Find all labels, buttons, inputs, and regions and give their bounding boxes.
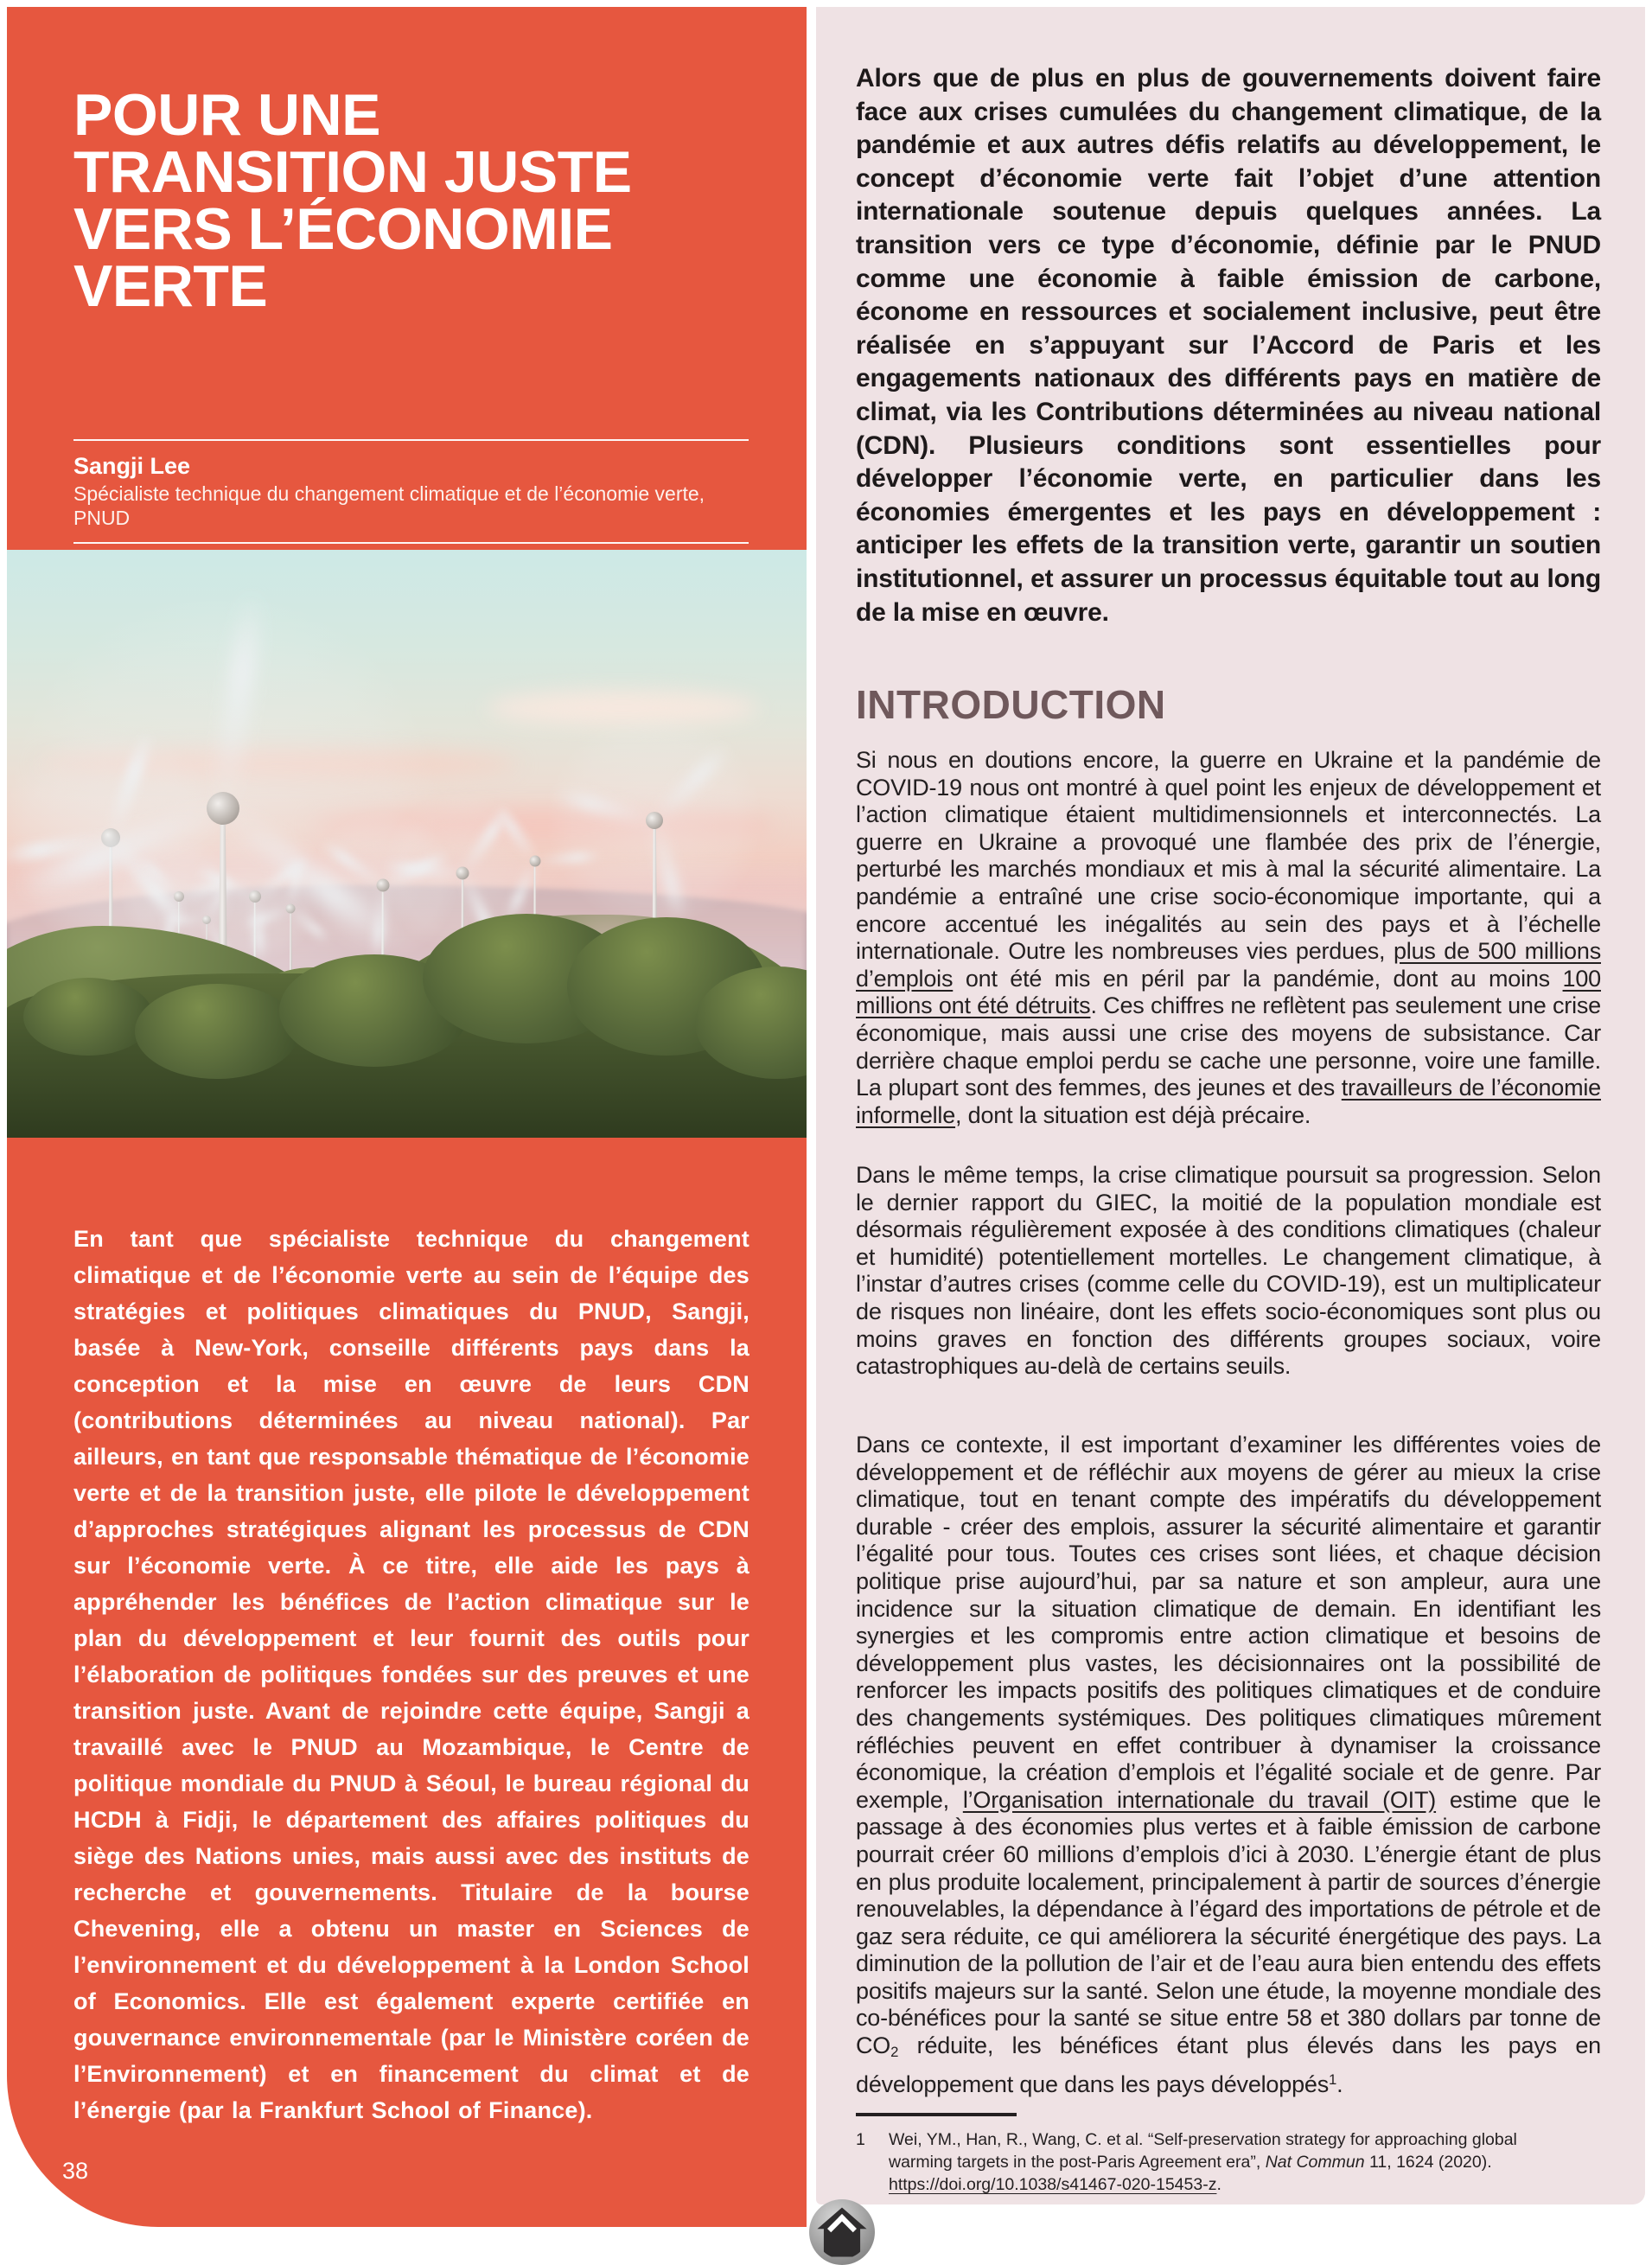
author-block xyxy=(73,439,749,544)
text-segment: Wei, YM., Han, R., Wang, C. et al. “Self-preservation strategy for approaching global warming targets in the post-Paris Agreement era”, xyxy=(889,2130,1517,2172)
body-paragraph xyxy=(856,1432,1601,2099)
text-segment: estime que le passage à des économies plus vertes et à faible émission de carbone pourrait créer 60 millions d’emplois d’ici à 2030. L’énergie étant de plus en plus produite localement, principalement à partir de sources d’énergie renouvelables, la dépendance à l’égard des importations de pétrole et de gaz sera réduite, ce qui améliorera la sécurité énergétique des pays. La diminution de la pollution de l’air et de l’eau aura bien entendu des effets positifs majeurs sur la santé. Selon une étude, la moyenne mondiale des co-bénéfices pour la santé se situe entre 58 et 380 dollars par tonne de CO xyxy=(856,1786,1601,2059)
text-link[interactable]: travailleurs de l’économie informelle xyxy=(856,1075,1601,1128)
text-segment: 11, 1624 (2020). xyxy=(1364,2153,1492,2172)
left-article-panel xyxy=(7,7,807,2227)
text-segment: . xyxy=(1336,2071,1343,2098)
body-paragraph xyxy=(856,1162,1601,1381)
right-article-panel xyxy=(816,7,1645,2204)
footnote-marker: 1 xyxy=(856,2130,865,2149)
bush xyxy=(135,984,299,1079)
footnote-text xyxy=(889,2128,1565,2196)
footnote xyxy=(856,2128,1565,2196)
author-name: Sangji Lee xyxy=(73,453,191,479)
text-segment: Nat Commun xyxy=(1265,2153,1365,2172)
text-segment: réduite, les bénéfices étant plus élevés dans les pays en développement que dans les pays développés xyxy=(856,2032,1601,2098)
article-title: POUR UNE TRANSITION JUSTE VERS L’ÉCONOMIE VERTE xyxy=(73,82,632,319)
footnote-rule xyxy=(856,2113,1017,2116)
author-bio: En tant que spécialiste technique du changement climatique et de l’économie verte au sein de l’équipe des stratégies et politiques climatiques du PNUD, Sangji, basée à New-York, conseille différents pays dans la conception et la mise en œuvre de leurs CDN (contributions déterminées au niveau national). Par ailleurs, en tant que responsable thématique de l’économie verte et de la transition juste, elle pilote le développement d’approches stratégiques alignant les processus de CDN sur l’économie verte. À ce titre, elle aide les pays à appréhender les bénéfices de l’action climatique sur le plan du développement et leur fournit des outils pour l’élaboration de politiques fondées sur des preuves et une transition juste. Avant de rejoindre cette équipe, Sangji a travaillé avec le PNUD au Mozambique, le Centre de politique mondiale du PNUD à Séoul, le bureau régional du HCDH à Fidji, le département des affaires politiques du siège des Nations unies, mais aussi avec des instituts de recherche et gouvernements. Titulaire de la bourse Chevening, elle a obtenu un master en Sciences de l’environnement et du développement à la London School of Economics. Elle est également experte certifiée en gouvernance environnementale (par le Ministère coréen de l’Environnement) et en financement du climat et de l’énergie (par la Frankfurt School of Finance). xyxy=(73,1226,749,2123)
divider-rule-bottom xyxy=(73,542,749,544)
text-segment: , dont la situation est déjà précaire. xyxy=(955,1101,1311,1128)
text-segment: . Ces chiffres ne reflètent pas seulement une crise économique, mais aussi une crise des moyens de subsistance. Car derrière chaque emploi perdu se cache une personne, voire une famille. La plupart sont des femmes, des jeunes et des xyxy=(856,992,1601,1101)
text-segment: . xyxy=(1216,2175,1221,2194)
text-segment: Dans le même temps, la crise climatique poursuit sa progression. Selon le dernier rapport du GIEC, la moitié de la population mondiale est désormais régulièrement exposée à des conditions climatiques (chaleur et humidité) potentiellement mortelles. Le changement climatique, à l’instar d’autres crises (comme celle du COVID-19), est un multiplicateur de risques non linéaire, dont les effets socio-économiques sont plus ou moins graves en fonction des différents groupes sociaux, voire catastrophiques au-delà de certains seuils. xyxy=(856,1162,1601,1380)
wind-farm-photo xyxy=(7,550,807,1138)
author-role: Spécialiste technique du changement climatique et de l’économie verte, PNUD xyxy=(73,482,705,529)
home-button[interactable] xyxy=(809,2199,875,2265)
text-link[interactable]: 100 millions ont été détruits xyxy=(856,965,1601,1019)
section-heading-introduction: INTRODUCTION xyxy=(856,682,1166,727)
text-segment: ont été mis en péril par la pandémie, dont au moins xyxy=(953,965,1563,992)
divider-rule-top xyxy=(73,439,749,441)
text-link[interactable]: https://doi.org/10.1038/s41467-020-15453-z xyxy=(889,2175,1217,2194)
lead-paragraph: Alors que de plus en plus de gouvernements doivent faire face aux crises cumulées du changement climatique, de la pandémie et aux autres défis relatifs au développement, le concept d’économie verte fait l’objet d’une attention internationale soutenue depuis quelques années. La transition vers ce type d’économie, définie par le PNUD comme une économie à faible émission de carbone, économe en ressources et socialement inclusive, peut être réalisée en s’appuyant sur l’Accord de Paris et les engagements nationaux des différents pays en matière de climat, via les Contributions déterminées au niveau national (CDN). Plusieurs conditions sont essentielles pour développer l’économie verte, en particulier dans les économies émergentes et les pays en développement : anticiper les effets de la transition verte, garantir un soutien institutionnel, et assurer un processus équitable tout au long de la mise en œuvre. xyxy=(856,64,1601,627)
bush xyxy=(23,978,153,1056)
text-link[interactable]: l’Organisation internationale du travail (OIT) xyxy=(962,1786,1437,1813)
body-paragraph xyxy=(856,747,1601,1129)
text-segment: Dans ce contexte, il est important d’examiner les différentes voies de développement et de réfléchir aux moyens de gérer au mieux la crise climatique, tout en tenant compte des impératifs du développement durable - créer des emplois, assurer la sécurité alimentaire et garantir l’égalité pour tous. Toutes ces crises sont liées, et chaque décision politique prise aujourd’hui, par sa nature et son ampleur, aura une incidence sur la situation climatique de demain. En identifiant les synergies et les compromis entre action climatique et besoins de développement plus vastes, les décisionnaires ont la possibilité de renforcer les impacts positifs des politiques climatiques et de conduire des changements systémiques. Des politiques climatiques mûrement réfléchies peuvent en effet contribuer à dynamiser la croissance économique, la création d’emplois et l’égalité sociale et de genre. Par exemple, xyxy=(856,1432,1601,1813)
text-segment: Si nous en doutions encore, la guerre en Ukraine et la pandémie de COVID-19 nous ont montré à quel point les enjeux de développement et l’action climatique étaient multidimensionnels et interconnectés. La guerre en Ukraine a provoqué une flambée des prix de l’énergie, perturbé les marchés mondiaux et mis à mal la sécurité alimentaire. La pandémie a entraîné une crise socio-économique importante, qui a encore accentué les inégalités au sein des pays et à l’échelle internationale. Outre les nombreuses vies perdues, xyxy=(856,747,1601,965)
page-number: 38 xyxy=(62,2158,89,2184)
text-segment: 1 xyxy=(1329,2070,1337,2088)
text-link[interactable]: plus de 500 millions d’emplois xyxy=(856,938,1601,992)
text-segment: 2 xyxy=(890,2044,899,2061)
